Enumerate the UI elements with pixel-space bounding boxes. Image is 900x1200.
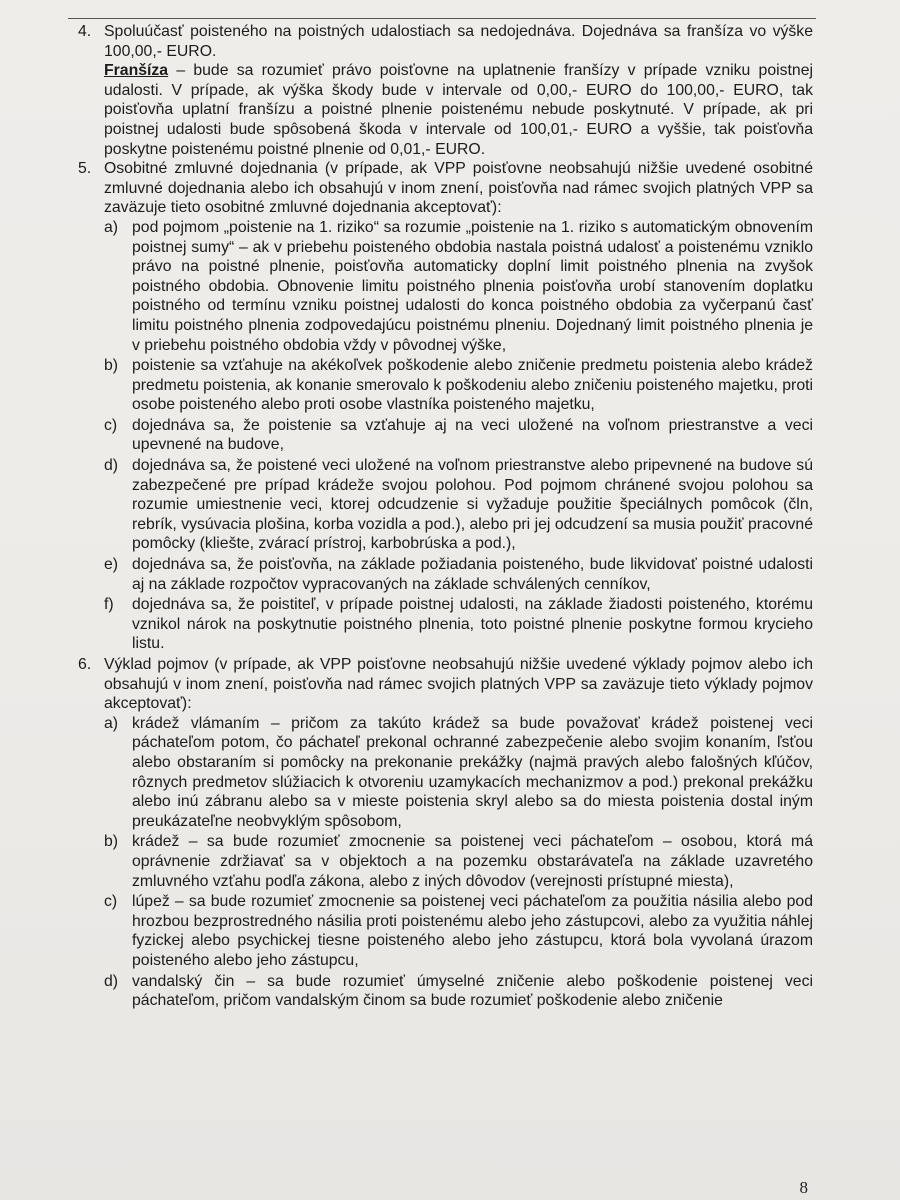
list-item — [104, 356, 813, 415]
list-item — [104, 595, 813, 654]
section-5 — [68, 159, 813, 654]
list-letter: c) — [104, 893, 118, 911]
list-item-text: dojednáva sa, že poisťovňa, na základe požiadania poisteného, bude likvidovať poistné udalosti aj na základe rozpočtov vypracovaných na základe schválených cenníkov, — [132, 556, 813, 593]
list-item — [104, 218, 813, 355]
list-letter: a) — [104, 218, 119, 236]
section-6-intro: Výklad pojmov (v prípade, ak VPP poisťovne neobsahujú nižšie uvedené výklady pojmov alebo ich obsahujú v inom znení, poisťovňa nad rámec svojich platných VPP sa zaväzuje tieto výklady pojmov akceptovať): — [104, 656, 813, 713]
section-5-list — [104, 218, 813, 654]
section-6-list — [104, 714, 813, 1011]
franchise-term: Franšíza — [104, 62, 169, 80]
list-item — [104, 714, 813, 832]
list-item — [104, 555, 813, 594]
franchise-definition-text: – bude sa rozumieť právo poisťovne na uplatnenie franšízy v prípade vzniku poistnej udalosti. V prípade, ak výška škody bude v intervale od 0,00,- EURO do 100,00,- EURO, tak poisťovňa uplatní franšízu a poistné plnenie poistenému nebude poskytnuté. V prípade, ak pri poistnej udalosti bude spôsobená škoda v intervale od 100,01,- EURO a vyššie, tak poisťovňa poskytne poistenému poistné plnenie od 0,01,- EURO. — [104, 62, 813, 158]
list-item — [104, 972, 813, 1011]
list-letter: b) — [104, 357, 119, 375]
list-letter: b) — [104, 833, 119, 851]
list-letter: a) — [104, 714, 119, 732]
section-number: 5. — [78, 160, 92, 178]
list-item — [104, 892, 813, 970]
list-letter: f) — [104, 596, 114, 614]
section-number: 6. — [78, 656, 92, 673]
list-item — [104, 416, 813, 455]
list-item-text: lúpež – sa bude rozumieť zmocnenie sa poistenej veci páchateľom za použitia násilia alebo pod hrozbou bezprostredného násilia proti poistenému alebo jeho zástupcovi, alebo za využitia náhlej fyzickej alebo psychickej tiesne poisteného alebo jeho zástupcu, ktorá bola vyvolaná úrazom poisteného alebo jeho zástupcu, — [132, 893, 813, 969]
section-6 — [68, 655, 813, 1011]
list-item-text: dojednáva sa, že poistiteľ, v prípade poistnej udalosti, na základe žiadosti poisteného, ktorému vznikol nárok na poskytnutie poistného plnenia, toto poistné plnenie poskytne formou krycieho listu. — [132, 596, 813, 653]
section-4-text: Spoluúčasť poisteného na poistných udalostiach sa nedojednáva. Dojednáva sa franšíza vo výške 100,00,- EURO. — [104, 23, 813, 60]
list-item-text: dojednáva sa, že poistené veci uložené na voľnom priestranstve alebo pripevnené na budove sú zabezpečené pre prípad krádeže svojou polohou. Pod pojmom chránené svojou polohou sa rozumie umiestnenie veci, ktorej odcudzenie si vyžaduje použitie špeciálnych pomôcok (čln, rebrík, vysúvacia plošina, korba vozidla a pod.), alebo pri jej odcudzení sa musia použiť pracovné pomôcky (kliešte, zvárací prístroj, karbobrúska a pod.), — [132, 457, 813, 553]
franchise-definition — [104, 61, 813, 159]
list-letter: c) — [104, 416, 118, 434]
section-5-intro: Osobitné zmluvné dojednania (v prípade, ak VPP poisťovne neobsahujú nižšie uvedené osobitné zmluvné dojednania alebo ich obsahujú v inom znení, poisťovňa nad rámec svojich platných VPP sa zaväzuje tieto osobitné zmluvné dojednania akceptovať): — [104, 160, 813, 217]
list-item — [104, 832, 813, 891]
list-item-text: poistenie sa vzťahuje na akékoľvek poškodenie alebo zničenie predmetu poistenia alebo krádež predmetu poistenia, ak konanie smerovalo k poškodeniu alebo zničeniu poisteného majetku, proti osobe poisteného alebo proti osobe vlastníka poisteného majetku, — [132, 357, 813, 414]
list-item-text: pod pojmom „poistenie na 1. riziko“ sa rozumie „poistenie na 1. riziko s automatickým obnovením poistnej sumy“ – ak v priebehu poisteného obdobia nastala poistná udalosť a poistenému vzniklo právo na poistné plnenie, poisťovňa automaticky doplní limit poistného plnenia na zvyšok poistného obdobia. Obnovenie limitu poistného plnenia poisťovňa urobí stanovením doplatku poistného od termínu vzniku poistnej udalosti do konca poistného obdobia za vyčerpanú časť limitu poistného plnenia zodpovedajúcu poistnému plneniu. Dojednaný limit poistného plnenia je v priebehu poistného obdobia vždy v pôvodnej výške, — [132, 218, 813, 354]
list-letter: d) — [104, 457, 119, 475]
list-item — [104, 456, 813, 554]
list-item-text: krádež – sa bude rozumieť zmocnenie sa poistenej veci páchateľom – osobou, ktorá má oprávnenie zdržiavať sa v objektoch a na pozemku obstarávateľa na základe uzavretého zmluvného vzťahu podľa zákona, alebo z iných dôvodov (verejnosti prístupné miesta), — [132, 833, 813, 890]
section-4 — [68, 22, 813, 159]
list-item-text: krádež vlámaním – pričom za takúto krádež sa bude považovať krádež poistenej veci páchateľom potom, čo páchateľ prekonal ochranné zabezpečenie alebo svojim konaním, ľsťou alebo obstaraním si pomôcky na prekonanie prekážky (najmä pravých alebo falošných kľúčov, rôznych predmetov slúžiacich k otvoreniu uzamykacích mechanizmov a pod.) prekonal prekážku alebo inú zábranu alebo sa v mieste poistenia skryl alebo sa do miesta poistenia dostal iným preukázateľne neobvyklým spôsobom, — [132, 714, 813, 830]
page-number: 8 — [799, 1178, 808, 1197]
list-item-text: vandalský čin – sa bude rozumieť úmyselné zničenie alebo poškodenie poistenej veci páchateľom, pričom vandalským činom sa bude rozumieť poškodenie alebo zničenie — [132, 972, 813, 1010]
document-body — [68, 22, 813, 1012]
list-item-text: dojednáva sa, že poistenie sa vzťahuje aj na veci uložené na voľnom priestranstve a veci upevnené na budove, — [132, 416, 813, 454]
section-number: 4. — [78, 23, 92, 40]
list-letter: d) — [104, 972, 119, 990]
top-divider — [68, 18, 816, 19]
list-letter: e) — [104, 556, 119, 574]
